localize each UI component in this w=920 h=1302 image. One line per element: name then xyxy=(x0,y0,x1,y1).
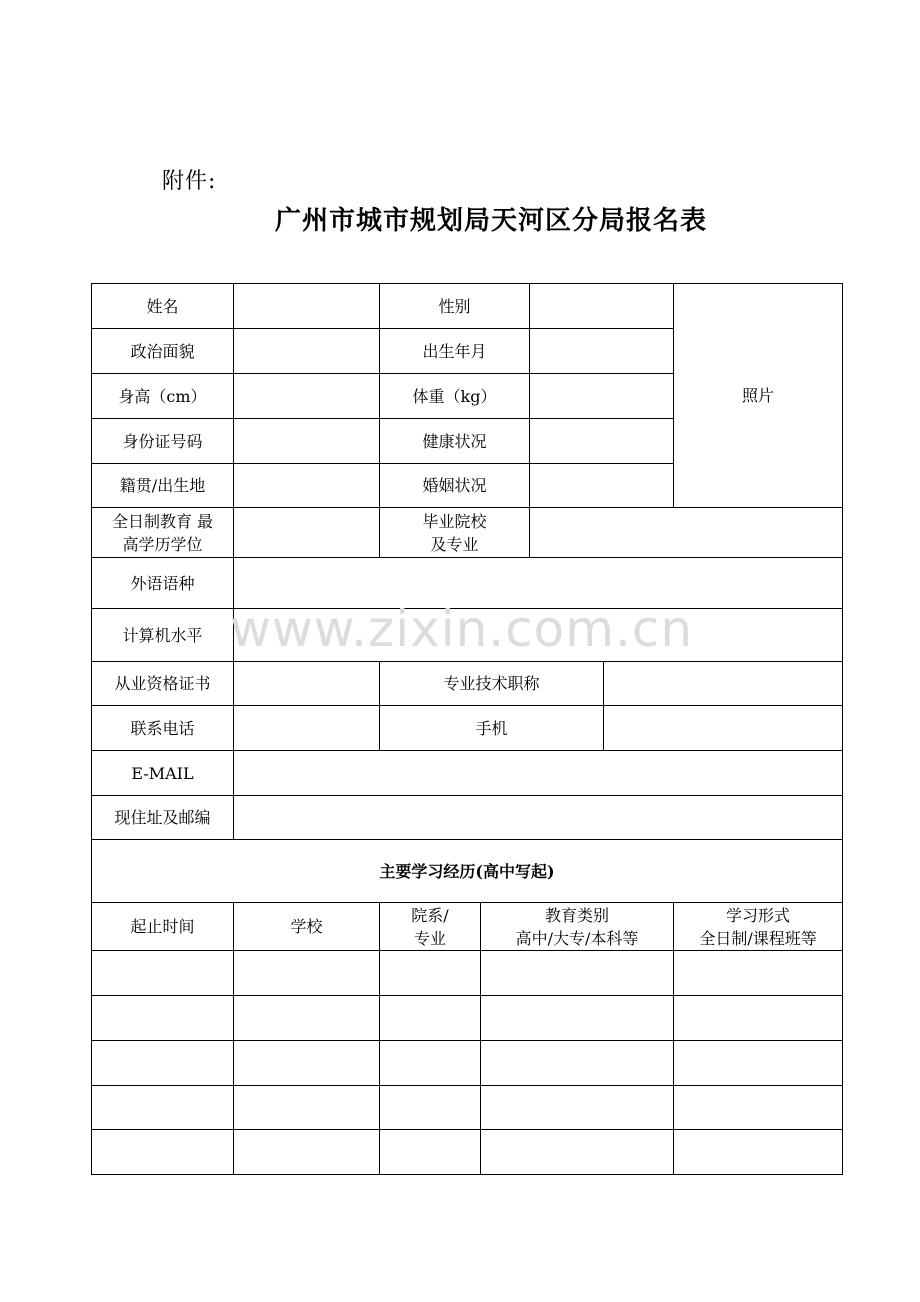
col-dept-header-line1: 院系/ xyxy=(411,905,449,925)
study-period-cell[interactable] xyxy=(92,1086,234,1130)
birth-field[interactable] xyxy=(530,329,674,374)
study-period-cell[interactable] xyxy=(92,996,234,1041)
qualification-label: 从业资格证书 xyxy=(92,662,234,706)
study-dept-cell[interactable] xyxy=(380,1041,481,1086)
study-form-cell[interactable] xyxy=(674,1086,843,1130)
study-school-cell[interactable] xyxy=(234,1041,380,1086)
native-place-field[interactable] xyxy=(234,464,380,508)
study-row xyxy=(92,996,843,1041)
study-type-cell[interactable] xyxy=(481,996,674,1041)
study-type-cell[interactable] xyxy=(481,1086,674,1130)
registration-form-table xyxy=(91,283,843,1175)
study-school-cell[interactable] xyxy=(234,951,380,996)
marital-label: 婚姻状况 xyxy=(380,464,530,508)
attachment-label: 附件: xyxy=(162,169,217,194)
study-type-cell[interactable] xyxy=(481,1041,674,1086)
col-type-header-line1: 教育类别 xyxy=(545,905,610,925)
weight-label: 体重（kg） xyxy=(380,374,530,419)
col-type-header xyxy=(481,903,674,951)
study-form-cell[interactable] xyxy=(674,1130,843,1175)
health-label: 健康状况 xyxy=(380,419,530,464)
col-period-header: 起止时间 xyxy=(92,903,234,951)
language-field[interactable] xyxy=(234,558,843,609)
birth-label: 出生年月 xyxy=(380,329,530,374)
education-field[interactable] xyxy=(234,508,380,558)
gender-label: 性别 xyxy=(380,284,530,329)
email-label: E-MAIL xyxy=(92,751,234,796)
school-label-line2: 及专业 xyxy=(430,534,479,554)
mobile-field[interactable] xyxy=(604,706,843,751)
education-label xyxy=(92,508,234,558)
education-label-line2: 高学历学位 xyxy=(122,534,203,554)
qualification-field[interactable] xyxy=(234,662,380,706)
study-form-cell[interactable] xyxy=(674,996,843,1041)
study-school-cell[interactable] xyxy=(234,996,380,1041)
study-row xyxy=(92,1130,843,1175)
school-label-line1: 毕业院校 xyxy=(422,511,487,531)
study-form-cell[interactable] xyxy=(674,1041,843,1086)
health-field[interactable] xyxy=(530,419,674,464)
col-form-header-line2: 全日制/课程班等 xyxy=(699,928,817,948)
col-dept-header-line2: 专业 xyxy=(413,928,446,948)
study-row xyxy=(92,951,843,996)
name-field[interactable] xyxy=(234,284,380,329)
gender-field[interactable] xyxy=(530,284,674,329)
phone-field[interactable] xyxy=(234,706,380,751)
address-field[interactable] xyxy=(234,796,843,840)
study-type-cell[interactable] xyxy=(481,951,674,996)
study-row xyxy=(92,1041,843,1086)
study-school-cell[interactable] xyxy=(234,1086,380,1130)
form-title: 广州市城市规划局天河区分局报名表 xyxy=(274,206,707,236)
study-dept-cell[interactable] xyxy=(380,996,481,1041)
study-history-heading: 主要学习经历(高中写起) xyxy=(92,840,843,903)
col-form-header xyxy=(674,903,843,951)
email-field[interactable] xyxy=(234,751,843,796)
school-label xyxy=(380,508,530,558)
col-type-header-line2: 高中/大专/本科等 xyxy=(515,928,639,948)
language-label: 外语语种 xyxy=(92,558,234,609)
weight-field[interactable] xyxy=(530,374,674,419)
computer-label: 计算机水平 xyxy=(92,609,234,662)
political-label: 政治面貌 xyxy=(92,329,234,374)
study-period-cell[interactable] xyxy=(92,1130,234,1175)
height-field[interactable] xyxy=(234,374,380,419)
study-dept-cell[interactable] xyxy=(380,1130,481,1175)
study-type-cell[interactable] xyxy=(481,1130,674,1175)
political-field[interactable] xyxy=(234,329,380,374)
study-period-cell[interactable] xyxy=(92,1041,234,1086)
address-label: 现住址及邮编 xyxy=(92,796,234,840)
col-form-header-line1: 学习形式 xyxy=(726,905,791,925)
school-field[interactable] xyxy=(530,508,843,558)
study-row xyxy=(92,1086,843,1130)
study-form-cell[interactable] xyxy=(674,951,843,996)
marital-field[interactable] xyxy=(530,464,674,508)
col-school-header: 学校 xyxy=(234,903,380,951)
watermark: www.zixin.com.cn xyxy=(230,600,694,658)
id-number-label: 身份证号码 xyxy=(92,419,234,464)
col-dept-header xyxy=(380,903,481,951)
study-dept-cell[interactable] xyxy=(380,1086,481,1130)
prof-title-field[interactable] xyxy=(604,662,843,706)
study-school-cell[interactable] xyxy=(234,1130,380,1175)
phone-label: 联系电话 xyxy=(92,706,234,751)
study-period-cell[interactable] xyxy=(92,951,234,996)
study-dept-cell[interactable] xyxy=(380,951,481,996)
name-label: 姓名 xyxy=(92,284,234,329)
computer-field[interactable] xyxy=(234,609,843,662)
id-number-field[interactable] xyxy=(234,419,380,464)
prof-title-label: 专业技术职称 xyxy=(380,662,604,706)
native-place-label: 籍贯/出生地 xyxy=(92,464,234,508)
mobile-label: 手机 xyxy=(380,706,604,751)
education-label-line1: 全日制教育 最 xyxy=(111,511,214,531)
photo-box[interactable]: 照片 xyxy=(674,284,843,508)
height-label: 身高（cm） xyxy=(92,374,234,419)
